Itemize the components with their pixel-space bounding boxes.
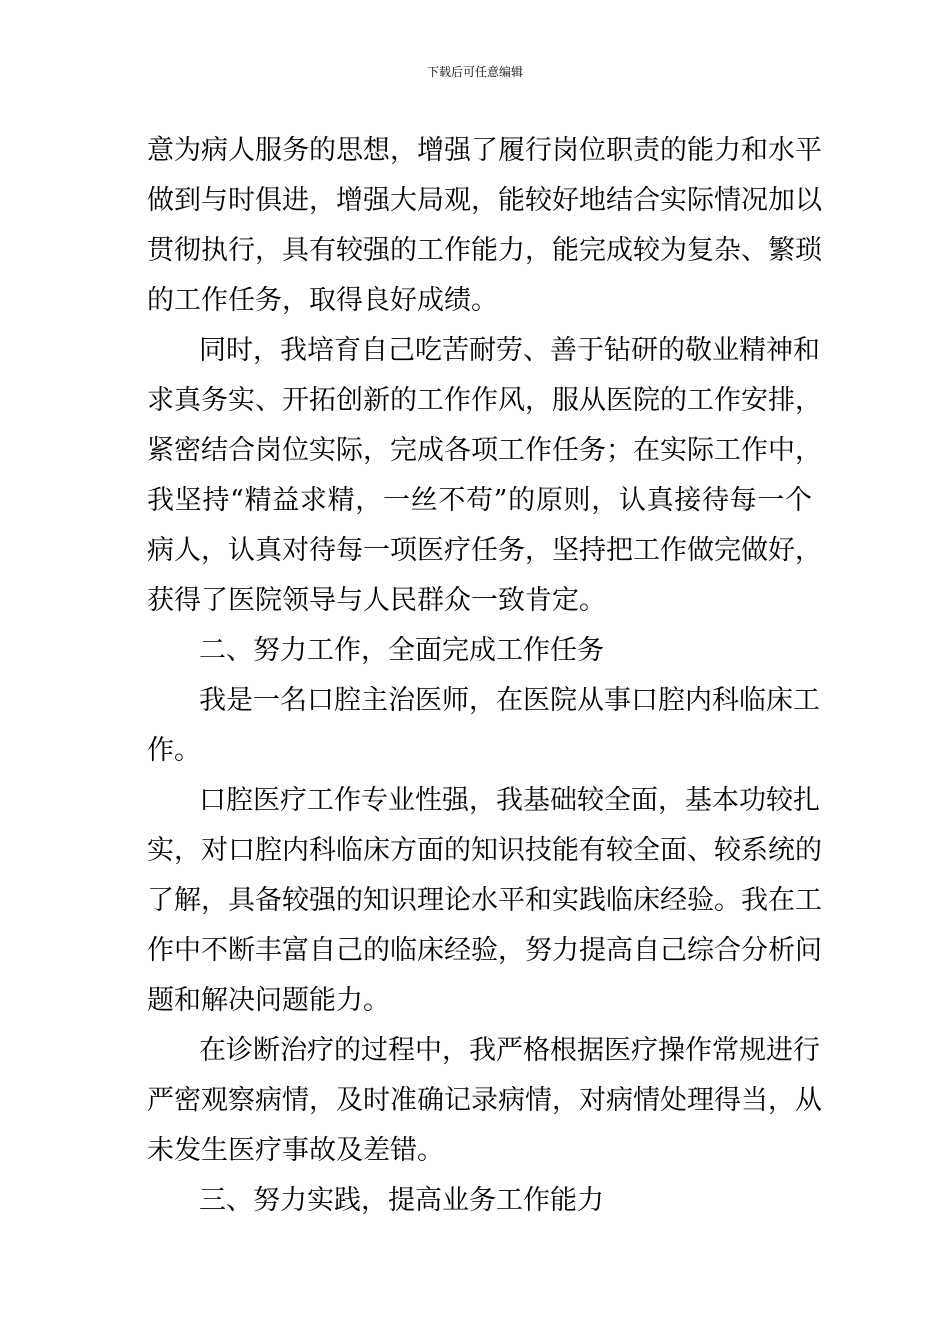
text-line: 我是一名口腔主治医师，在医院从事口腔内科临床工 xyxy=(199,685,820,716)
section-heading: 二、努力工作，全面完成工作任务 xyxy=(199,635,604,666)
text-line: 获得了医院领导与人民群众一致肯定。 xyxy=(147,585,606,616)
text-line: 意为病人服务的思想，增强了履行岗位职责的能力和水平 xyxy=(147,135,822,166)
body-text xyxy=(147,126,822,1226)
text-line: 实，对口腔内科临床方面的知识技能有较全面、较系统的 xyxy=(147,835,822,866)
text-line: 在诊断治疗的过程中，我严格根据医疗操作常规进行 xyxy=(199,1035,820,1066)
text-line: 紧密结合岗位实际，完成各项工作任务；在实际工作中， xyxy=(147,435,822,466)
text-line: 做到与时俱进，增强大局观，能较好地结合实际情况加以 xyxy=(147,185,822,216)
text-line: 题和解决问题能力。 xyxy=(147,985,390,1016)
text-line: 作中不断丰富自己的临床经验，努力提高自己综合分析问 xyxy=(147,935,822,966)
text-line: 同时，我培育自己吃苦耐劳、善于钻研的敬业精神和 xyxy=(199,335,820,366)
section-heading: 三、努力实践，提高业务工作能力 xyxy=(199,1185,604,1216)
page-header: 下载后可任意编辑 xyxy=(426,65,523,79)
text-line: 未发生医疗事故及差错。 xyxy=(147,1135,444,1166)
text-line: 严密观察病情，及时准确记录病情，对病情处理得当，从 xyxy=(147,1085,822,1116)
text-line: 的工作任务，取得良好成绩。 xyxy=(147,285,498,316)
text-line: 作。 xyxy=(147,735,201,766)
text-line: 口腔医疗工作专业性强，我基础较全面，基本功较扎 xyxy=(199,785,820,816)
text-line: 病人，认真对待每一项医疗任务，坚持把工作做完做好， xyxy=(147,535,822,566)
text-line: 贯彻执行，具有较强的工作能力，能完成较为复杂、繁琐 xyxy=(147,235,822,266)
text-line: 我坚持“精益求精，一丝不苟”的原则，认真接待每一个 xyxy=(147,485,812,516)
text-line: 了解，具备较强的知识理论水平和实践临床经验。我在工 xyxy=(147,885,822,916)
text-line: 求真务实、开拓创新的工作作风，服从医院的工作安排， xyxy=(147,385,822,416)
